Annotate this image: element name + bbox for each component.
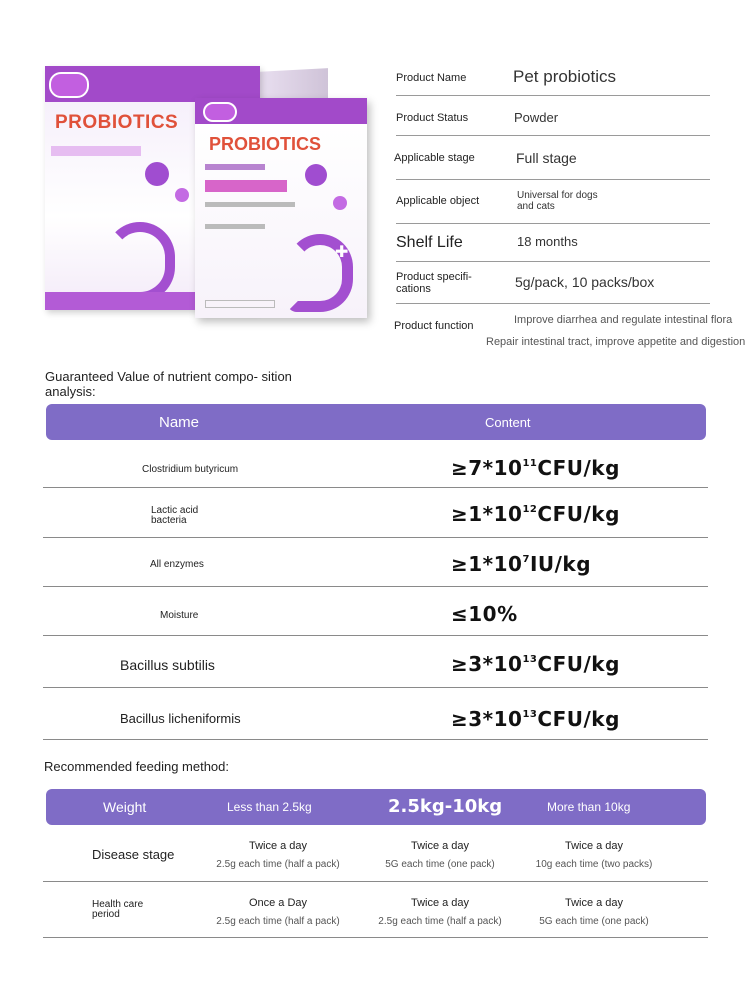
info-value: Universal for dogs and cats	[517, 190, 598, 212]
molecule-icon	[305, 164, 327, 186]
nutrient-value: ≤10%	[451, 602, 518, 626]
info-row-applicable-object	[396, 180, 710, 224]
header-name: Name	[159, 414, 200, 431]
molecule-icon	[175, 188, 189, 202]
sachet-footer-box	[205, 300, 275, 308]
info-label: Product Name	[396, 72, 467, 84]
nutrient-row	[43, 587, 708, 636]
nutrient-row	[43, 688, 708, 740]
header-weight-range: 2.5kg-10kg	[388, 796, 503, 817]
box-label-band	[51, 146, 141, 156]
nutrient-value: $\ge 3*10^{13}CFU/kg$	[451, 707, 620, 731]
feeding-cell: Twice a day 5G each time (one pack)	[385, 840, 495, 870]
info-label: Product Status	[396, 112, 469, 124]
nutrient-row	[43, 443, 708, 488]
info-value: 18 months	[517, 234, 578, 249]
sachet-label-band	[205, 180, 287, 192]
product-function-label: Product function	[394, 320, 474, 332]
box-brand-title: PROBIOTICS	[55, 112, 179, 133]
nutrient-row	[43, 538, 708, 587]
feeding-cell: Twice a day 5G each time (one pack)	[539, 897, 649, 927]
nutrient-section-title: Guaranteed Value of nutrient compo- sition analysis:	[45, 369, 292, 399]
product-function-value: Repair intestinal tract, improve appetite and digestion	[486, 336, 746, 348]
feeding-cell: Twice a day 2.5g each time (half a pack)	[378, 897, 502, 927]
feeding-cell: Twice a day 10g each time (two packs)	[535, 840, 653, 870]
nutrient-row	[43, 488, 708, 538]
info-label: Product specifi- cations	[396, 271, 472, 295]
nutrient-name: Bacillus licheniformis	[120, 711, 241, 726]
brand-logo-icon	[203, 102, 237, 122]
nutrient-name: Lactic acid bacteria	[151, 505, 199, 526]
feeding-header-bar	[46, 789, 706, 825]
header-weight: Weight	[103, 799, 147, 815]
product-sachet	[195, 98, 367, 318]
info-value: Full stage	[516, 150, 577, 166]
info-row-product-specifications	[396, 262, 710, 304]
nutrient-name: Clostridium butyricum	[142, 464, 239, 475]
nutrient-value: $\ge 3*10^{13}CFU/kg$	[451, 652, 620, 676]
feeding-row-disease-stage	[43, 827, 708, 882]
nutrient-value: $\ge 7*10^{11}CFU/kg$	[451, 456, 620, 480]
info-value: Pet probiotics	[513, 67, 616, 86]
header-weight-range: Less than 2.5kg	[227, 800, 312, 814]
nutrient-value: $\ge 1*10^7IU/kg$	[451, 552, 592, 576]
header-weight-range: More than 10kg	[547, 800, 631, 814]
molecule-icon	[333, 196, 347, 210]
info-label: Applicable object	[396, 195, 480, 207]
info-label: Applicable stage	[394, 152, 475, 164]
feeding-row-label: Disease stage	[92, 847, 175, 862]
sachet-text-line	[205, 224, 265, 229]
info-label: Shelf Life	[396, 234, 463, 251]
brand-logo-icon	[49, 72, 89, 98]
info-row-shelf-life	[396, 224, 710, 262]
feeding-row-label: Health care period	[92, 899, 144, 920]
feeding-cell: Twice a day 2.5g each time (half a pack)	[216, 840, 340, 870]
product-function-value: Improve diarrhea and regulate intestinal flora	[514, 314, 733, 326]
sachet-text-line	[205, 202, 295, 207]
feeding-section-title: Recommended feeding method:	[44, 759, 230, 774]
nutrient-header-bar	[46, 404, 706, 440]
header-content: Content	[485, 415, 531, 430]
info-row-product-status	[396, 96, 710, 136]
info-value: 5g/pack, 10 packs/box	[515, 274, 655, 290]
plus-icon: ✚	[335, 242, 349, 261]
nutrient-row	[43, 636, 708, 688]
stomach-icon	[105, 222, 175, 302]
nutrient-name: All enzymes	[150, 559, 204, 570]
nutrient-name: Moisture	[160, 610, 199, 621]
nutrient-name: Bacillus subtilis	[120, 657, 215, 673]
feeding-row-health-care-period	[43, 882, 708, 938]
product-image	[40, 60, 370, 320]
sachet-brand-title: PROBIOTICS	[209, 134, 322, 154]
sachet-text-line	[205, 164, 265, 170]
info-row-applicable-stage	[396, 136, 710, 180]
molecule-icon	[145, 162, 169, 186]
info-row-product-name	[396, 60, 710, 96]
info-value: Powder	[514, 110, 559, 125]
feeding-cell: Once a Day 2.5g each time (half a pack)	[216, 897, 340, 927]
nutrient-value: $\ge 1*10^{12}CFU/kg$	[451, 502, 620, 526]
